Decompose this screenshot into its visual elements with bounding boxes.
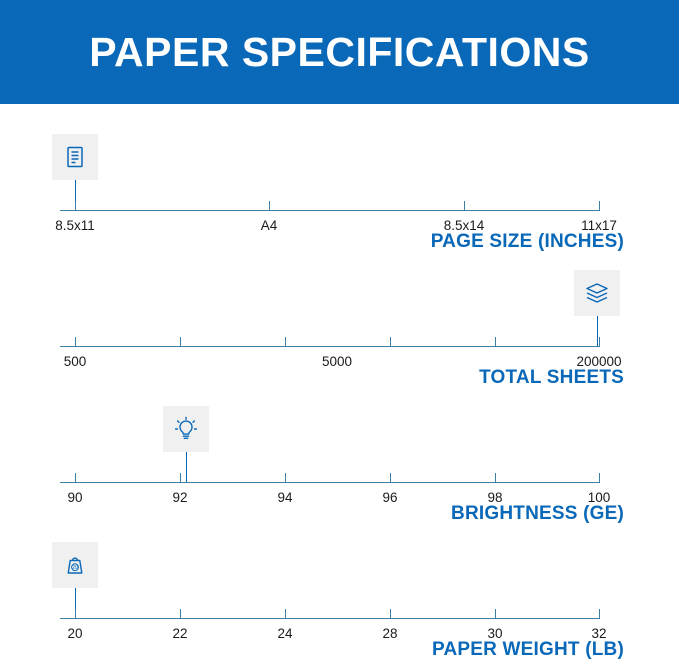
marker-page-size (52, 134, 98, 180)
axis-tick (75, 201, 76, 210)
axis-tick-label: 32 (591, 626, 607, 641)
marker-paper-weight (52, 542, 98, 588)
document-icon (62, 144, 88, 170)
spec-block-brightness (0, 376, 679, 524)
marker-stem-total-sheets (597, 316, 598, 346)
weight-icon (61, 551, 89, 579)
marker-total-sheets (574, 270, 620, 316)
axis-tick (75, 337, 76, 346)
axis-tick (495, 473, 496, 482)
axis-tick-label: 30 (487, 626, 503, 641)
axis-tick-label: 200000 (576, 354, 622, 369)
axis-tick (599, 201, 600, 210)
axis-tick (75, 609, 76, 618)
axis-caption-page-size: PAGE SIZE (INCHES) (430, 231, 624, 252)
axis-paper-weight (60, 618, 607, 641)
spec-block-page-size (0, 104, 679, 252)
lightbulb-icon (172, 415, 200, 443)
svg-text:20: 20 (72, 564, 78, 571)
axis-tick-label: 20 (67, 626, 83, 641)
axis-caption-paper-weight: PAPER WEIGHT (LB) (432, 639, 624, 660)
axis-tick-label: 11x17 (581, 218, 617, 233)
axis-brightness (60, 482, 611, 505)
spec-block-paper-weight (0, 512, 679, 660)
axis-tick (390, 609, 391, 618)
axis-tick-label: 5000 (321, 354, 353, 369)
axis-tick-label: 8.5x14 (443, 218, 485, 233)
axis-tick-label: A4 (260, 218, 278, 233)
axis-tick-label: 500 (63, 354, 87, 369)
axis-tick-label: 96 (382, 490, 398, 505)
axis-tick (599, 473, 600, 482)
axis-total-sheets (60, 346, 622, 369)
axis-tick (464, 201, 465, 210)
axis-tick (180, 473, 181, 482)
axis-tick (269, 201, 270, 210)
axis-tick-label: 94 (277, 490, 293, 505)
axis-tick-label: 28 (382, 626, 398, 641)
axis-tick-label: 92 (172, 490, 188, 505)
axis-tick-label: 90 (67, 490, 83, 505)
marker-stem-brightness (186, 452, 187, 482)
axis-tick (180, 337, 181, 346)
page-title: PAPER SPECIFICATIONS (89, 28, 590, 75)
spec-list (0, 104, 679, 660)
axis-tick (495, 609, 496, 618)
page-header (0, 0, 679, 104)
axis-tick (285, 609, 286, 618)
stacked-sheets-icon (583, 279, 611, 307)
axis-tick (390, 473, 391, 482)
axis-tick-label: 98 (487, 490, 503, 505)
axis-tick-label: 24 (277, 626, 293, 641)
axis-tick-label: 8.5x11 (55, 218, 95, 233)
axis-tick (599, 337, 600, 346)
axis-caption-total-sheets: TOTAL SHEETS (479, 367, 624, 388)
spec-block-total-sheets (0, 240, 679, 388)
marker-brightness (163, 406, 209, 452)
axis-tick-label: 100 (587, 490, 611, 505)
axis-tick (75, 473, 76, 482)
axis-tick (180, 609, 181, 618)
axis-tick (285, 337, 286, 346)
axis-tick (495, 337, 496, 346)
axis-tick (390, 337, 391, 346)
axis-caption-brightness: BRIGHTNESS (GE) (451, 503, 624, 524)
axis-page-size (55, 210, 617, 233)
axis-tick (285, 473, 286, 482)
axis-tick-label: 22 (172, 626, 188, 641)
axis-tick (599, 609, 600, 618)
